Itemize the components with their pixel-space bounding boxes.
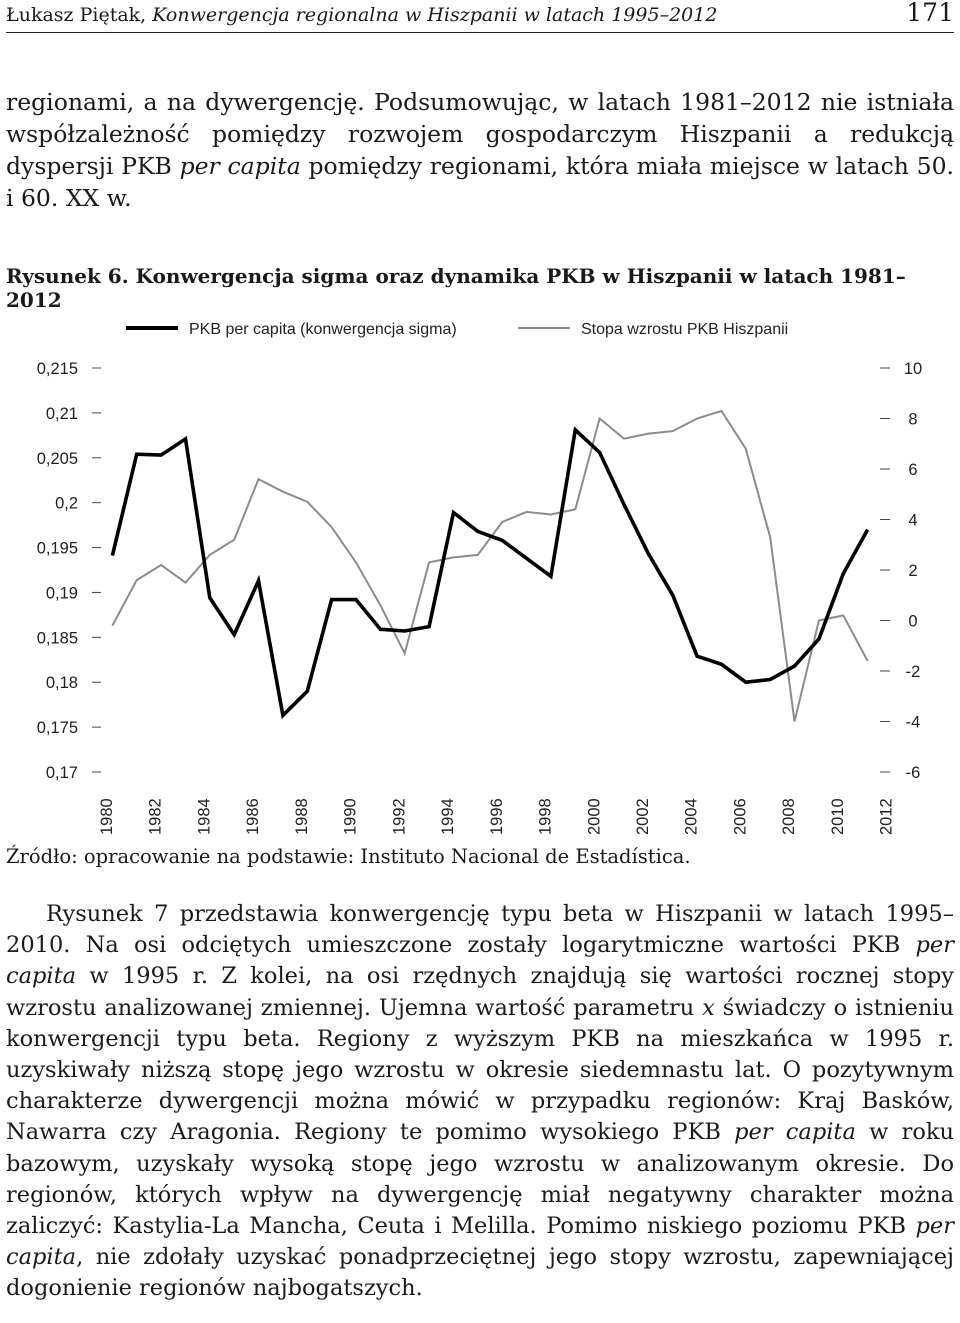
series-lines — [112, 411, 867, 722]
x-axis-tick-label: 1986 — [244, 798, 263, 835]
x-axis-tick-label: 1990 — [341, 798, 360, 835]
left-axis-tick-label: 0,19 — [45, 584, 78, 603]
right-axis-tick-label: 0 — [908, 612, 918, 631]
left-axis-tick-label: 0,2 — [55, 494, 78, 513]
para2-text-2: w 1995 r. Z kolei, na osi rzędnych znajdują się wartości rocznej stopy wzrostu analizowanej zmiennej. Ujemna wartość parametru — [6, 963, 954, 1021]
x-axis-tick-label: 2008 — [780, 798, 799, 835]
paragraph-intro — [6, 86, 954, 214]
left-axis-tick-label: 0,215 — [36, 360, 78, 378]
left-axis-tick-label: 0,205 — [36, 449, 78, 468]
left-axis-tick-label: 0,17 — [45, 764, 78, 782]
para2-italic-1: per capita — [6, 932, 954, 990]
right-axis-tick-label: -2 — [905, 663, 921, 681]
header-title — [6, 0, 717, 30]
running-header — [6, 0, 954, 33]
x-axis-tick-label: 1982 — [146, 798, 165, 835]
line-chart — [0, 300, 960, 840]
series-line-growth — [112, 411, 867, 722]
right-axis-tick-label: 8 — [908, 410, 918, 429]
header-article-title: Konwergencja regionalna w Hiszpanii w latach 1995–2012 — [152, 4, 718, 26]
right-axis-tick-label: 10 — [903, 360, 923, 378]
x-axis-tick-label: 2012 — [877, 798, 896, 835]
x-axis-tick-label: 1992 — [390, 798, 409, 835]
x-axis-tick-label: 1980 — [98, 798, 116, 835]
header-author: Łukasz Piętak, — [6, 4, 153, 26]
paragraph-body — [6, 899, 954, 1305]
right-axis-tick-label: 6 — [908, 461, 918, 479]
para1-italic: per capita — [179, 152, 301, 180]
x-axis-tick-label: 2000 — [585, 798, 604, 835]
axes — [37, 360, 922, 835]
left-axis-tick-label: 0,185 — [36, 629, 78, 648]
series-line-sigma — [112, 430, 867, 716]
para2-text-1: Rysunek 7 przedstawia konwergencję typu beta w Hiszpanii w latach 1995–2010. Na osi odciętych umieszczone zostały logarytmiczne wartości PKB — [6, 901, 954, 959]
para1-text-a: regionami, a na dywergencję. Podsumowując, w latach 1981–2012 nie istniała współzależność pomiędzy rozwojem gospodarczym Hiszpanii a redukcją dyspersji PKB — [6, 88, 954, 180]
para2-text-3: świadczy o istnieniu konwergencji typu beta. Regiony z wyższym PKB na mieszkańca w 1995 r. uzyskiwały niższą stopę jego wzrostu w okresie siedemnastu lat. O pozytywnym charakterze dywergencji można mówić w przypadku regionów: Kraj Basków, Nawarra czy Aragonia. Regiony te pomimo wysokiego PKB — [6, 994, 954, 1146]
left-axis-tick-label: 0,21 — [45, 404, 78, 423]
right-axis-tick-label: -4 — [905, 713, 921, 732]
x-axis-tick-label: 1998 — [536, 798, 555, 835]
left-axis-tick-label: 0,195 — [36, 539, 78, 558]
x-axis-tick-label: 1994 — [439, 798, 458, 835]
figure-source: Źródło: opracowanie na podstawie: Instituto Nacional de Estadística. — [6, 845, 691, 868]
legend — [126, 321, 788, 338]
legend-label-growth: Stopa wzrostu PKB Hiszpanii — [581, 321, 789, 338]
para2-italic-4: per capita — [6, 1213, 954, 1271]
para2-italic-2: x — [702, 994, 715, 1021]
para1-text-c: pomiędzy regionami, która miała miejsce w latach 50. i 60. XX w. — [6, 152, 954, 212]
x-axis-tick-label: 2002 — [634, 798, 652, 835]
x-axis-tick-label: 1988 — [292, 798, 311, 835]
right-axis-tick-label: -6 — [905, 764, 921, 782]
x-axis-tick-label: 2006 — [731, 798, 750, 835]
figure-label: Rysunek 6. — [6, 264, 129, 288]
para2-text-4: w roku bazowym, uzyskały wysoką stopę jego wzrostu w analizowanym okresie. Do regionów, których wpływ na dywergencję miał negatywny charakter można zaliczyć: Kastylia-La Mancha, Ceuta i Melilla. Pomimo niskiego poziomu PKB — [6, 1119, 954, 1240]
para2-text-5: , nie zdołały uzyskać ponadprzeciętnej jego stopy wzrostu, zapewniającej dogonienie regionów najbogatszych. — [6, 1244, 954, 1302]
left-axis-tick-label: 0,175 — [36, 719, 78, 738]
right-axis-tick-label: 4 — [908, 511, 918, 530]
right-axis-tick-label: 2 — [908, 562, 918, 580]
para2-italic-3: per capita — [734, 1119, 856, 1146]
legend-label-sigma: PKB per capita (konwergencja sigma) — [189, 321, 457, 338]
x-axis-tick-label: 2004 — [682, 798, 701, 835]
x-axis-tick-label: 2010 — [828, 798, 847, 835]
figure-title: Konwergencja sigma oraz dynamika PKB w Hiszpanii w latach 1981–2012 — [6, 264, 906, 312]
page-number: 171 — [906, 0, 954, 27]
x-axis-tick-label: 1996 — [487, 798, 506, 835]
x-axis-tick-label: 1984 — [195, 798, 214, 835]
left-axis-tick-label: 0,18 — [45, 674, 78, 693]
